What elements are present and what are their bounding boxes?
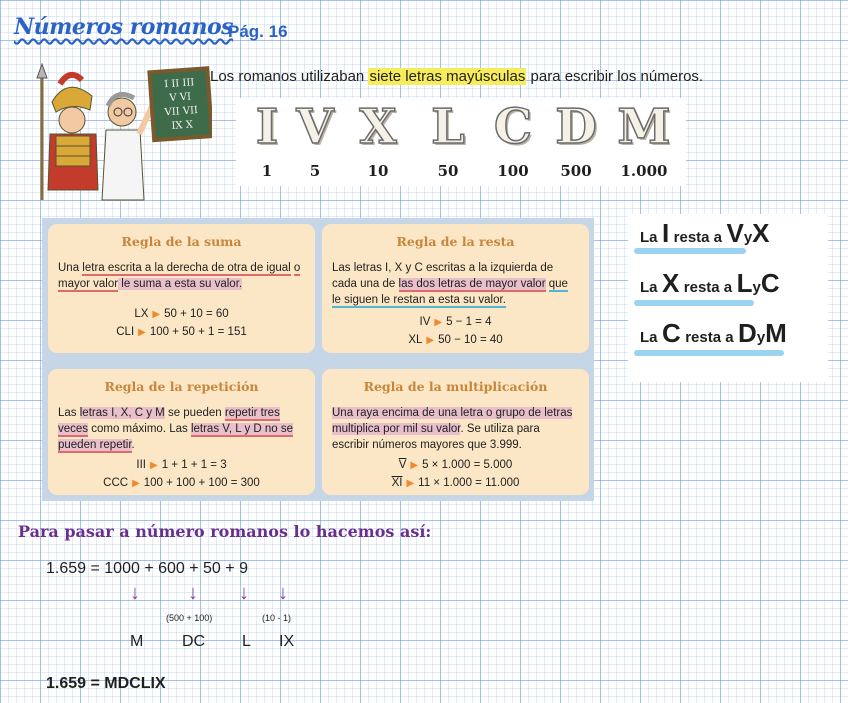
- subtract-letter: X: [661, 268, 680, 298]
- down-arrow-icon: ↓: [188, 582, 198, 604]
- rule-text: [48, 260, 315, 292]
- rule-example: [48, 457, 315, 474]
- rules-board: [42, 218, 594, 501]
- rule-example: [322, 457, 589, 474]
- letter-symbol: X: [359, 99, 397, 155]
- rule-title: Regla de la multiplicación: [363, 379, 548, 394]
- subtract-letter: I: [661, 218, 670, 248]
- rule-title: Regla de la suma: [121, 234, 242, 249]
- example-left: $\overline{V}$: [398, 459, 407, 471]
- subtract-line: [640, 218, 770, 249]
- subtract-target-a: L: [736, 268, 753, 298]
- rule-text-highlight: letras V, L y D no se pueden repetir: [58, 423, 294, 451]
- roman-part-ix: IX: [279, 633, 295, 650]
- subtract-target-a: V: [726, 218, 744, 248]
- rule-text-part: .: [131, 439, 135, 451]
- board-line-1: I II III: [163, 77, 195, 91]
- subtract-letter: C: [661, 318, 681, 348]
- letter-l: [417, 98, 479, 180]
- letter-v: [284, 98, 346, 180]
- example-left: CCC: [103, 477, 129, 489]
- rule-text: [48, 405, 315, 453]
- rule-text-part: Las: [58, 407, 80, 419]
- example-right: 100 + 100 + 100 = 300: [143, 477, 260, 489]
- letter-symbol: I: [255, 99, 279, 155]
- rule-card-repeticion: [48, 369, 315, 495]
- letter-value: 1: [261, 162, 273, 180]
- rule-title: Regla de la repetición: [104, 379, 259, 394]
- subtract-resta: resta a: [673, 229, 723, 246]
- board-line-4: IX X: [171, 119, 194, 132]
- subtract-resta: resta a: [683, 279, 733, 296]
- illustration-icon: [12, 62, 212, 202]
- conversion-result: 1.659 = MDCLIX: [46, 675, 166, 692]
- letter-m: [613, 98, 675, 180]
- conversion-heading: Para pasar a número romanos lo hacemos así:: [18, 522, 432, 541]
- rule-text-highlight: las dos letras de mayor valor: [398, 278, 546, 290]
- example-right: 50 − 10 = 40: [438, 334, 503, 346]
- rule-card-multiplicacion: [322, 369, 589, 495]
- letter-symbol: L: [431, 99, 465, 155]
- triangle-arrow-icon: ▶: [138, 327, 146, 338]
- rule-example: [48, 324, 315, 341]
- example-right: 1 + 1 + 1 = 3: [161, 459, 227, 471]
- example-right: 5 − 1 = 4: [446, 316, 492, 328]
- letter-value: 100: [497, 162, 529, 180]
- down-arrow-icon: ↓: [239, 582, 249, 604]
- letter-value: 50: [437, 162, 459, 180]
- triangle-arrow-icon: ▶: [410, 460, 419, 471]
- rule-text-highlight: Una raya encima de una letra o grupo de letras multiplica por mil su valor: [332, 407, 573, 435]
- subtract-y: y: [756, 329, 766, 346]
- board-line-3: VII VII: [164, 105, 199, 119]
- letter-value: 10: [367, 162, 389, 180]
- down-arrow-icon: ↓: [130, 582, 140, 604]
- down-arrow-icon: ↓: [278, 582, 288, 604]
- example-right: 5 × 1.000 = 5.000: [422, 459, 513, 471]
- subtract-target-a: D: [738, 318, 757, 348]
- example-left: III: [136, 459, 146, 471]
- brush-underline: [634, 300, 754, 306]
- example-left: $\overline{XI}$: [391, 477, 403, 489]
- letter-c: [482, 98, 544, 180]
- rule-text: [322, 260, 589, 308]
- brush-underline: [634, 350, 784, 356]
- letter-x: [347, 98, 409, 180]
- subtract-la: La: [640, 229, 658, 246]
- example-left: LX: [134, 308, 149, 320]
- subtract-target-b: X: [752, 218, 770, 248]
- rule-example: [48, 475, 315, 492]
- triangle-arrow-icon: ▶: [434, 317, 443, 328]
- triangle-arrow-icon: ▶: [426, 335, 435, 346]
- roman-part-dc: DC: [182, 633, 206, 650]
- rule-text-part: Las letras I, X y C escritas a la izquierda de cada una de: [332, 262, 554, 290]
- note-dc: (500 + 100): [166, 613, 213, 623]
- rule-example: [48, 306, 315, 323]
- subtract-resta: resta a: [685, 329, 734, 346]
- subtract-line: [640, 318, 787, 349]
- intro-highlight: siete letras mayúsculas: [369, 68, 526, 85]
- rule-text-part: se pueden: [164, 407, 225, 419]
- subtraction-summary: [628, 214, 828, 382]
- triangle-arrow-icon: ▶: [406, 478, 415, 489]
- triangle-arrow-icon: ▶: [132, 478, 140, 489]
- intro-text: [210, 68, 703, 85]
- rule-text-part: . Se utiliza para escribir números mayores que 3.999.: [332, 423, 540, 451]
- subtract-target-b: M: [765, 318, 787, 348]
- example-left: CLI: [116, 326, 135, 338]
- rule-card-suma: [48, 224, 315, 353]
- subtract-la: La: [640, 279, 658, 296]
- triangle-arrow-icon: ▶: [152, 309, 161, 320]
- rule-text-highlight: o mayor valor: [58, 262, 301, 290]
- letter-symbol: M: [617, 99, 671, 155]
- board-line-2: V VI: [169, 91, 192, 104]
- letter-d: [545, 98, 607, 180]
- subtract-target-b: C: [760, 268, 780, 298]
- note-ix: (10 - 1): [262, 613, 292, 623]
- rule-text-highlight: le suma a esta su valor.: [118, 278, 243, 290]
- rule-text-part: como máximo. Las: [88, 423, 191, 435]
- subtract-y: y: [743, 229, 753, 246]
- example-left: IV: [419, 316, 431, 328]
- example-right: 100 + 50 + 1 = 151: [149, 326, 247, 338]
- rule-title: Regla de la resta: [396, 234, 515, 249]
- page-reference: Pág. 16: [228, 22, 288, 41]
- rule-text: [322, 405, 589, 453]
- intro-after: para escribir los números.: [526, 68, 704, 85]
- rule-example: [322, 314, 589, 331]
- example-right: 11 × 1.000 = 11.000: [418, 477, 520, 489]
- roman-characters-illustration: [12, 62, 212, 202]
- letter-symbol: C: [493, 99, 533, 155]
- rule-text-highlight: le restan a esta su valor.: [378, 294, 506, 306]
- rule-text-highlight: letras I, X, C y M: [79, 407, 165, 419]
- rule-text-highlight: que le siguen: [332, 278, 568, 306]
- subtract-line: [640, 268, 780, 299]
- rule-text-highlight: repetir tres veces: [58, 407, 280, 435]
- roman-part-l: L: [242, 633, 251, 650]
- rule-text-part: Una: [58, 262, 83, 274]
- page-title: Números romanos: [14, 14, 234, 40]
- subtract-y: y: [752, 279, 761, 296]
- rule-example: [322, 332, 589, 349]
- roman-letters-panel: [236, 98, 686, 186]
- letter-symbol: D: [555, 99, 597, 155]
- letter-symbol: V: [296, 99, 334, 155]
- rule-example: [322, 475, 589, 492]
- letter-value: 500: [560, 162, 592, 180]
- subtract-la: La: [640, 329, 658, 346]
- rule-card-resta: [322, 224, 589, 353]
- decomposition-equation: 1.659 = 1000 + 600 + 50 + 9: [46, 560, 248, 577]
- roman-part-m: M: [130, 633, 144, 650]
- example-left: XL: [408, 334, 423, 346]
- letter-value: 5: [309, 162, 321, 180]
- letter-value: 1.000: [620, 162, 668, 180]
- rule-text-highlight: letra escrita a la derecha de otra de igual: [82, 262, 291, 274]
- example-right: 50 + 10 = 60: [164, 308, 229, 320]
- triangle-arrow-icon: ▶: [149, 460, 158, 471]
- intro-before: Los romanos utilizaban: [210, 68, 369, 85]
